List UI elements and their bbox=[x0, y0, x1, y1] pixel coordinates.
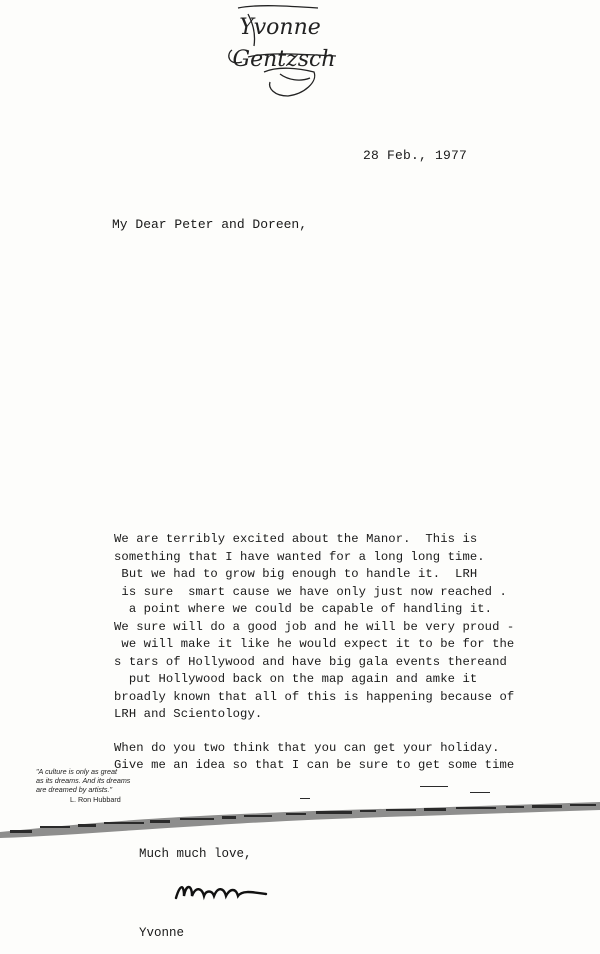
beach-scene-image bbox=[0, 780, 600, 840]
letterhead-last-name: Gentzsch bbox=[232, 47, 336, 72]
body-line: put Hollywood back on the map again and amke it bbox=[114, 672, 478, 686]
body-line: LRH and Scientology. bbox=[114, 707, 263, 721]
letterhead-monogram-svg bbox=[218, 2, 348, 100]
body-line: Give me an idea so that I can be sure to get some time bbox=[114, 758, 515, 772]
paragraph-gap bbox=[114, 724, 534, 740]
body-line: broadly known that all of this is happening because of bbox=[114, 689, 515, 704]
letterhead-first-name: Yvonne bbox=[239, 15, 321, 40]
body-line: When do you two think that you can get your holiday. bbox=[114, 740, 500, 755]
body-line: a point where we could be capable of handling it. bbox=[114, 602, 493, 616]
body-line: is sure smart cause we have only just now reached . bbox=[114, 584, 507, 599]
letter-date: 28 Feb., 1977 bbox=[363, 148, 468, 163]
quote-attribution: L. Ron Hubbard bbox=[70, 795, 121, 804]
letterhead-logo bbox=[218, 2, 348, 100]
body-line: something that I have wanted for a long long time. bbox=[114, 549, 485, 564]
letter-body bbox=[114, 531, 534, 775]
body-line: we will make it like he would expect it to be for the bbox=[114, 637, 515, 651]
body-line: We sure will do a good job and he will be very proud - bbox=[114, 619, 515, 634]
signer-name: Yvonne bbox=[139, 926, 185, 940]
quote-line: "A culture is only as great bbox=[36, 767, 117, 776]
body-line: But we had to grow big enough to handle it. LRH bbox=[114, 567, 478, 581]
signature-svg bbox=[172, 876, 272, 906]
quote-line: are dreamed by artists." bbox=[36, 785, 113, 794]
salutation: My Dear Peter and Doreen, bbox=[112, 217, 308, 232]
body-line: s tars of Hollywood and have big gala events thereand bbox=[114, 654, 507, 669]
handwritten-signature bbox=[172, 876, 272, 906]
body-line: We are terribly excited about the Manor. This is bbox=[114, 532, 478, 546]
beach-scene-svg bbox=[0, 780, 600, 840]
quote-line: as its dreams. And its dreams bbox=[36, 776, 131, 785]
closing-line: Much much love, bbox=[139, 847, 252, 861]
